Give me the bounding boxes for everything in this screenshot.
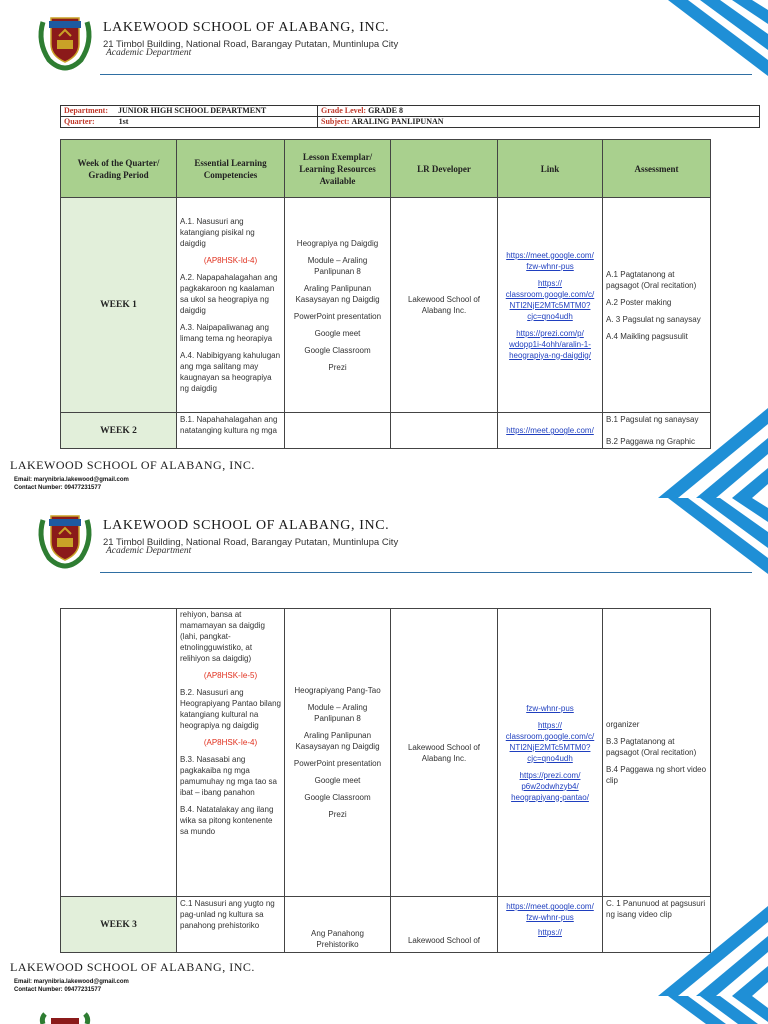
classroom-link[interactable]: https:// classroom.google.com/c/ NTI2NjE2MTc5MTM0? cjc=qno4udh — [505, 720, 595, 763]
footer-school-name: LAKEWOOD SCHOOL OF ALABANG, INC. — [10, 458, 255, 472]
school-logo-icon — [33, 1010, 97, 1024]
resource-item: PowerPoint presentation — [293, 759, 382, 768]
assessment-item: A.2 Poster making — [606, 297, 672, 307]
prezi-link[interactable]: https://prezi.com/ p6w2odwhzyb4/ heograpiyang-pantao/ — [511, 770, 589, 802]
resources-cell — [285, 198, 391, 413]
meet-link[interactable]: https://meet.google.com/ — [498, 413, 603, 449]
meet-link[interactable]: https://meet.google.com/ fzw-whnr-pus — [506, 902, 594, 922]
assessment-item: B.3 Pagtatanong at pagsagot (Oral recitation) — [606, 737, 697, 757]
links-cell — [498, 198, 603, 413]
info-table — [60, 105, 760, 128]
column-header-week: Week of the Quarter/ Grading Period — [61, 140, 177, 198]
developer-cell: Lakewood School of Alabang Inc. — [391, 609, 498, 897]
column-header-assessment: Assessment — [603, 140, 711, 198]
resource-item: Google meet — [314, 328, 361, 338]
table-row-week-1 — [61, 198, 711, 413]
footer-contact: Contact Number: 09477231577 — [14, 485, 102, 491]
competency-item: A.4. Nabibigyang kahulugan ang mga salitang may kaugnayan sa heograpiya ng daigdig — [180, 351, 281, 393]
competencies-cell — [177, 609, 285, 897]
developer-cell: Lakewood School of Alabang Inc. — [391, 198, 498, 413]
department-value: JUNIOR HIGH SCHOOL DEPARTMENT — [117, 106, 267, 115]
resources-cell — [285, 609, 391, 897]
meet-link[interactable]: https://meet.google.com/ fzw-whnr-pus — [506, 250, 594, 271]
department-label: Department: — [64, 106, 108, 115]
corner-chevron-decoration — [608, 898, 768, 996]
assessment-item: B.2 Paggawa ng Graphic — [606, 437, 695, 446]
competency-item: B.3. Nasasabi ang pagkakaiba ng mga pamumuhay ng mga tao sa ibat – ibang panahon — [180, 755, 277, 797]
competencies-cell: B.1. Napahahalagahan ang natatanging kultura ng mga — [177, 413, 285, 449]
competency-item: B.2. Nasusuri ang Heograpiyang Pantao bilang katangiang kultural na heograpiya ng daigdig — [180, 688, 281, 730]
resource-item: Module – Araling Panlipunan 8 — [307, 703, 368, 723]
assessment-item: A.1 Pagtatanong at pagsagot (Oral recitation) — [606, 269, 697, 290]
assessment-item: B.1 Pagsulat ng sanaysay — [606, 415, 699, 424]
resources-cell — [285, 413, 391, 449]
assessment-item: B.4 Paggawa ng short video clip — [606, 765, 707, 785]
resource-item: Heograpiyang Pang-Tao — [294, 686, 381, 695]
competency-item: rehiyon, bansa at mamamayan sa daigdig (lahi, pangkat- etnolingguwistiko, at relihiyon sa daigdig) — [180, 610, 265, 663]
classroom-link[interactable]: https:// — [537, 928, 562, 937]
week-label: WEEK 2 — [61, 413, 177, 449]
footer-contact: Contact Number: 09477231577 — [14, 987, 102, 993]
links-cell — [498, 897, 603, 953]
resource-item: Araling Panlipunan Kasaysayan ng Daigdig — [295, 731, 380, 751]
assessment-cell: C. 1 Panunuod at pagsusuri ng isang video clip — [603, 897, 711, 953]
footer-school-name: LAKEWOOD SCHOOL OF ALABANG, INC. — [10, 960, 255, 974]
school-logo-icon — [33, 8, 97, 72]
resource-item: Heograpiya ng Daigdig — [296, 238, 379, 248]
resource-item: Google Classroom — [304, 793, 371, 802]
subject-label: Subject: — [321, 117, 350, 126]
corner-chevron-decoration — [608, 0, 768, 100]
grade-value: GRADE 8 — [368, 106, 403, 115]
corner-chevron-decoration — [608, 498, 768, 598]
school-address: 21 Timbol Building, National Road, Barangay Putatan, Muntinlupa City — [103, 39, 399, 50]
corner-chevron-decoration — [608, 996, 768, 1024]
quarter-value: 1st — [118, 117, 129, 126]
assessment-item: organizer — [606, 720, 640, 729]
school-name: LAKEWOOD SCHOOL OF ALABANG, INC. — [103, 20, 390, 35]
assessment-item: A.4 Maikling pagsusulit — [606, 331, 688, 341]
resource-item: Prezi — [328, 362, 347, 372]
document-page-3-partial — [0, 996, 768, 1024]
column-header-developer: LR Developer — [391, 140, 498, 198]
competencies-cell — [177, 198, 285, 413]
developer-cell — [391, 413, 498, 449]
competency-item: A.2. Napapahalagahan ang pagkakaroon ng kaalaman sa ukol sa heograpiya ng daigdig — [180, 273, 278, 315]
resource-item: Araling Panlipunan Kasaysayan ng Daigdig — [295, 283, 380, 304]
school-name: LAKEWOOD SCHOOL OF ALABANG, INC. — [103, 518, 390, 533]
links-cell — [498, 609, 603, 897]
quarter-label: Quarter: — [64, 117, 95, 126]
corner-chevron-decoration — [608, 400, 768, 498]
column-header-competencies: Essential Learning Competencies — [177, 140, 285, 198]
meet-link[interactable]: fzw-whnr-pus — [526, 703, 574, 713]
resource-item: Module – Araling Panlipunan 8 — [307, 255, 368, 276]
competency-item: B.4. Natatalakay ang ilang wika sa pitong kontenente sa mundo — [180, 805, 274, 836]
school-address: 21 Timbol Building, National Road, Barangay Putatan, Muntinlupa City — [103, 537, 399, 548]
competencies-cell: C.1 Nasusuri ang yugto ng pag-unlad ng kultura sa panahong prehistoriko — [177, 897, 285, 953]
column-header-link: Link — [498, 140, 603, 198]
footer-email: Email: marynibria.lakewood@gmail.com — [14, 477, 129, 483]
department-line: Academic Department — [106, 48, 192, 58]
assessment-cell — [603, 198, 711, 413]
competency-item: A.1. Nasusuri ang katangiang pisikal ng daigdig — [180, 217, 255, 248]
competency-code: (AP8HSK-Ie-4) — [203, 738, 258, 747]
prezi-link[interactable]: https://prezi.com/p/ wdopp1i-4ohh/aralin-1- heograpiya-ng-daigdig/ — [509, 328, 591, 360]
developer-cell: Lakewood School of — [391, 897, 498, 953]
week-label: WEEK 3 — [61, 897, 177, 953]
competency-item: A.3. Naipapaliwanag ang limang tema ng heorapiya — [180, 323, 273, 343]
assessment-item: A. 3 Pagsulat ng sanaysay — [606, 314, 701, 324]
assessment-cell — [603, 609, 711, 897]
school-logo-icon — [33, 506, 97, 570]
week-label: WEEK 1 — [61, 198, 177, 413]
classroom-link[interactable]: https:// classroom.google.com/c/ NTI2NjE2MTc5MTM0? cjc=qno4udh — [505, 278, 595, 321]
footer-email: Email: marynibria.lakewood@gmail.com — [14, 979, 129, 985]
resources-cell: Ang Panahong Prehistoriko — [285, 897, 391, 953]
competency-code: (AP8HSK-Ie-5) — [203, 671, 258, 680]
department-line: Academic Department — [106, 546, 192, 556]
subject-value: ARALING PANLIPUNAN — [351, 117, 444, 126]
grade-label: Grade Level: — [321, 106, 367, 115]
resource-item: Google Classroom — [304, 345, 371, 355]
resource-item: PowerPoint presentation — [293, 311, 382, 321]
document-page-1 — [0, 0, 768, 498]
document-page-2 — [0, 498, 768, 996]
competency-code: (AP8HSK-Id-4) — [203, 256, 258, 265]
resource-item: Google meet — [314, 776, 361, 785]
table-row-week-2-continued — [61, 609, 711, 897]
resource-item: Prezi — [328, 810, 347, 819]
column-header-resources: Lesson Exemplar/ Learning Resources Available — [285, 140, 391, 198]
week-cell — [61, 609, 177, 897]
